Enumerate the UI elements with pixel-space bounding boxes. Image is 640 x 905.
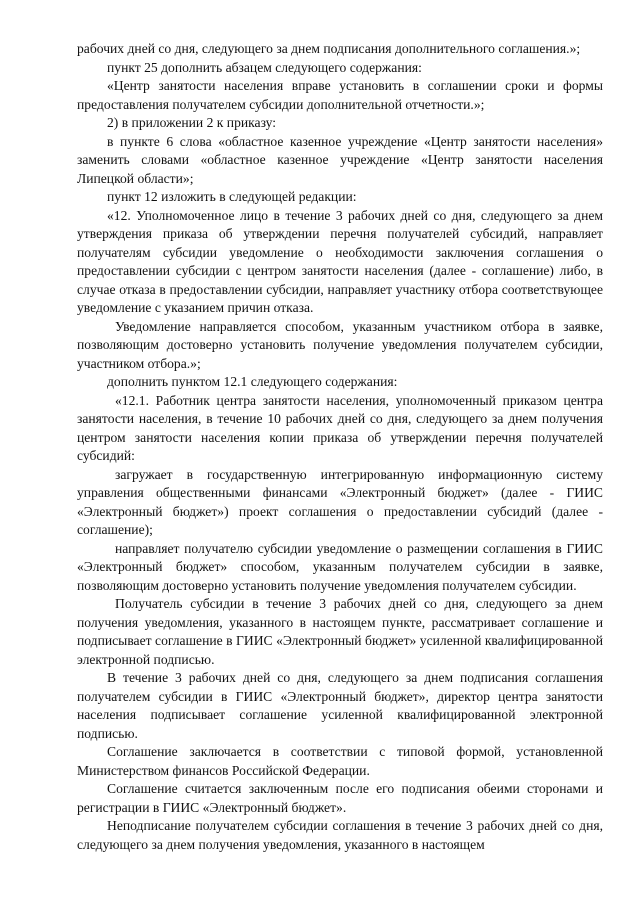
paragraph: Соглашение заключается в соответствии с типовой формой, установленной Министерством финансов Российской Федерации. (77, 744, 603, 778)
paragraph: В течение 3 рабочих дней со дня, следующего за днем подписания соглашения получателем субсидии в ГИИС «Электронный бюджет», директор центра занятости населения подписывает соглашение усиленной квалифицированной электронной подписью. (77, 670, 603, 741)
paragraph: пункт 12 изложить в следующей редакции: (107, 189, 357, 204)
paragraph: в пункте 6 слова «областное казенное учреждение «Центр занятости населения» заменить словами «областное казенное учреждение «Центр занятости населения Липецкой области»; (77, 133, 603, 186)
paragraph: дополнить пунктом 12.1 следующего содержания: (107, 374, 398, 389)
paragraph: Соглашение считается заключенным после его подписания обеими сторонами и регистрации в ГИИС «Электронный бюджет». (77, 781, 603, 815)
paragraph: рабочих дней со дня, следующего за днем подписания дополнительного соглашения.»; (77, 41, 581, 56)
document-body (77, 40, 603, 854)
paragraph: Уведомление направляется способом, указанным участником отбора в заявке, позволяющим достоверно установить получение уведомления получателем субсидии, участником отбора.»; (77, 318, 603, 371)
paragraph: направляет получателю субсидии уведомление о размещении соглашения в ГИИС «Электронный бюджет» способом, указанным получателем субсидии в заявке, позволяющим достоверно установить получение уведомления получателем субсидии. (77, 540, 603, 593)
paragraph: «12. Уполномоченное лицо в течение 3 рабочих дней со дня, следующего за днем утверждения приказа об утверждении перечня получателей субсидий, направляет получателям субсидии уведомление о необходимости заключения соглашения о предоставлении субсидии с центром занятости населения (далее - соглашение) либо, в случае отказа в предоставлении субсидии, направляет участнику отбора соответствующее уведомление с указанием причин отказа. (77, 207, 603, 315)
paragraph: «12.1. Работник центра занятости населения, уполномоченный приказом центра занятости населения, в течение 10 рабочих дней со дня, следующего за днем получения центром занятости населения копии приказа об утверждении перечня получателей субсидий: (77, 392, 603, 463)
paragraph: «Центр занятости населения вправе установить в соглашении сроки и формы предоставления получателем субсидии дополнительной отчетности.»; (77, 78, 603, 112)
paragraph: Получатель субсидии в течение 3 рабочих дней со дня, следующего за днем получения уведомления, указанного в настоящем пункте, рассматривает соглашение и подписывает соглашение в ГИИС «Электронный бюджет» усиленной квалифицированной электронной подписью. (77, 596, 603, 667)
paragraph: Неподписание получателем субсидии соглашения в течение 3 рабочих дней со дня, следующего за днем получения уведомления, указанного в настоящем (77, 818, 603, 852)
paragraph: загружает в государственную интегрированную информационную систему управления общественными финансами «Электронный бюджет» (далее - ГИИС «Электронный бюджет») проект соглашения о предоставлении субсидий (далее - соглашение); (77, 466, 603, 537)
paragraph: пункт 25 дополнить абзацем следующего содержания: (107, 59, 422, 75)
paragraph: 2) в приложении 2 к приказу: (107, 115, 277, 130)
